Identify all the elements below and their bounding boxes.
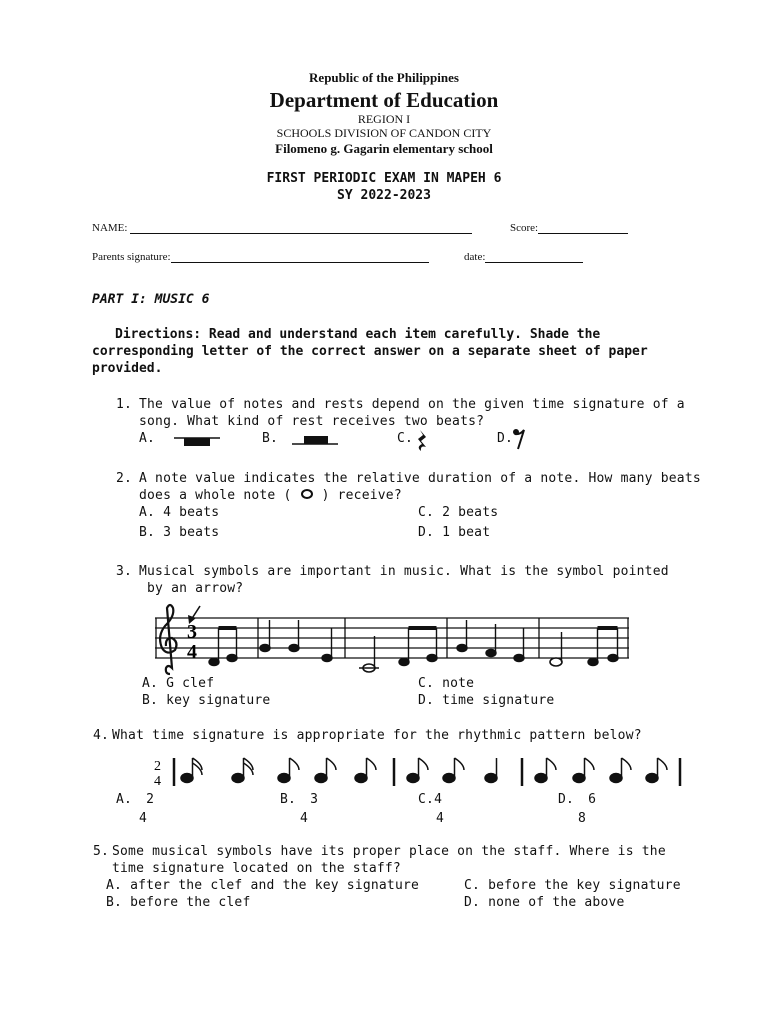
q4-choice-d[interactable] (558, 791, 596, 808)
q4-choice-d-top: 6 (588, 792, 597, 807)
q2-line-2b: ) receive? (321, 488, 402, 503)
q3-line-1: Musical symbols are important in music. What is the symbol pointed (139, 564, 669, 579)
q5-choice-c[interactable]: C. before the key signature (464, 878, 681, 893)
music-staff (155, 602, 631, 680)
score-field[interactable] (510, 221, 628, 234)
q4-choice-d-bottom: 8 (578, 811, 587, 826)
rhythm-time-sig-top: 2 (154, 759, 161, 774)
whole-rest-icon (174, 434, 220, 452)
q3-choice-c[interactable]: C. note (418, 676, 475, 691)
rhythm-notes (181, 758, 667, 783)
rhythm-time-sig-bottom: 4 (154, 774, 161, 789)
q1-line-1: The value of notes and rests depend on the given time signature of a (139, 397, 685, 412)
part-title: PART I: MUSIC 6 (92, 292, 210, 307)
q3-choice-d[interactable]: D. time signature (418, 693, 555, 708)
parents-signature-field[interactable] (92, 250, 429, 263)
q1-number: 1. (116, 397, 133, 412)
q2-line-2a: does a whole note ( (139, 488, 292, 503)
q4-choice-a[interactable] (116, 791, 154, 808)
q4-number: 4. (93, 728, 110, 743)
department-title: Department of Education (269, 88, 499, 112)
q1-choice-b[interactable]: B. (262, 431, 279, 446)
division-line: SCHOOLS DIVISION OF CANDON CITY (276, 126, 492, 140)
q5-number: 5. (93, 844, 110, 859)
directions-line-3: provided. (92, 361, 163, 376)
q3-line-2: by an arrow? (147, 581, 244, 596)
q5-choice-d[interactable]: D. none of the above (464, 895, 625, 910)
q2-line-2 (139, 487, 402, 504)
q4-choice-c-bottom: 4 (436, 811, 445, 826)
q3-choice-a[interactable]: A. G clef (142, 676, 215, 691)
republic-line: Republic of the Philippines (309, 70, 459, 85)
q4-choice-b[interactable] (280, 791, 318, 808)
q1-choice-c[interactable]: C. (397, 431, 414, 446)
staff-time-sig-bottom: 4 (187, 641, 197, 663)
q2-choice-b[interactable]: B. 3 beats (139, 525, 220, 540)
q5-choice-b[interactable]: B. before the clef (106, 895, 251, 910)
parents-label: Parents signature: (92, 251, 171, 263)
q4-choice-b-top: 3 (310, 792, 319, 807)
q1-choice-a[interactable]: A. (139, 431, 156, 446)
score-label: Score: (510, 222, 539, 234)
q4-choice-c-letter: C. (418, 792, 435, 807)
q4-choice-b-letter: B. (280, 792, 297, 807)
name-blank[interactable] (130, 221, 472, 234)
q4-choice-c[interactable] (418, 791, 442, 808)
directions-line-1: Directions: Read and understand each item carefully. Shade the (115, 327, 601, 342)
score-blank[interactable] (538, 221, 628, 234)
date-label: date: (464, 251, 486, 263)
q3-choice-b[interactable]: B. key signature (142, 693, 271, 708)
q2-choice-c[interactable]: C. 2 beats (418, 505, 499, 520)
q4-line-1: What time signature is appropriate for the rhythmic pattern below? (112, 728, 642, 743)
q4-choice-d-letter: D. (558, 792, 575, 807)
q4-choice-a-top: 2 (146, 792, 155, 807)
q5-line-2: time signature located on the staff? (112, 861, 401, 876)
g-clef-icon (160, 605, 176, 674)
q2-choice-d[interactable]: D. 1 beat (418, 525, 491, 540)
name-label: NAME: (92, 222, 128, 234)
q3-number: 3. (116, 564, 133, 579)
school-name: Filomeno g. Gagarin elementary school (275, 141, 493, 156)
parents-blank[interactable] (171, 250, 429, 263)
q4-choice-c-top: 4 (434, 792, 443, 807)
q2-choice-a[interactable]: A. 4 beats (139, 505, 220, 520)
rhythm-pattern (150, 752, 690, 792)
date-field[interactable] (464, 250, 583, 263)
q2-number: 2. (116, 471, 133, 486)
q1-line-2: song. What kind of rest receives two beats? (139, 414, 485, 429)
directions-line-2: corresponding letter of the correct answer on a separate sheet of paper (92, 344, 648, 359)
whole-note-icon (300, 488, 314, 500)
date-blank[interactable] (485, 250, 583, 263)
q2-line-1: A note value indicates the relative duration of a note. How many beats (139, 471, 701, 486)
q1-choice-d[interactable]: D. (497, 431, 514, 446)
q5-line-1: Some musical symbols have its proper place on the staff. Where is the (112, 844, 666, 859)
region-line: REGION I (357, 112, 411, 126)
name-field[interactable] (92, 221, 472, 234)
q4-choice-b-bottom: 4 (300, 811, 309, 826)
school-year: SY 2022-2023 (337, 188, 431, 203)
exam-title: FIRST PERIODIC EXAM IN MAPEH 6 (266, 171, 502, 186)
eighth-rest-icon (512, 427, 526, 451)
q5-choice-a[interactable]: A. after the clef and the key signature (106, 878, 420, 893)
q4-choice-a-letter: A. (116, 792, 133, 807)
quarter-rest-icon (414, 428, 430, 454)
q4-choice-a-bottom: 4 (139, 811, 148, 826)
half-rest-icon (292, 434, 338, 452)
staff-time-sig-top: 3 (187, 621, 197, 643)
